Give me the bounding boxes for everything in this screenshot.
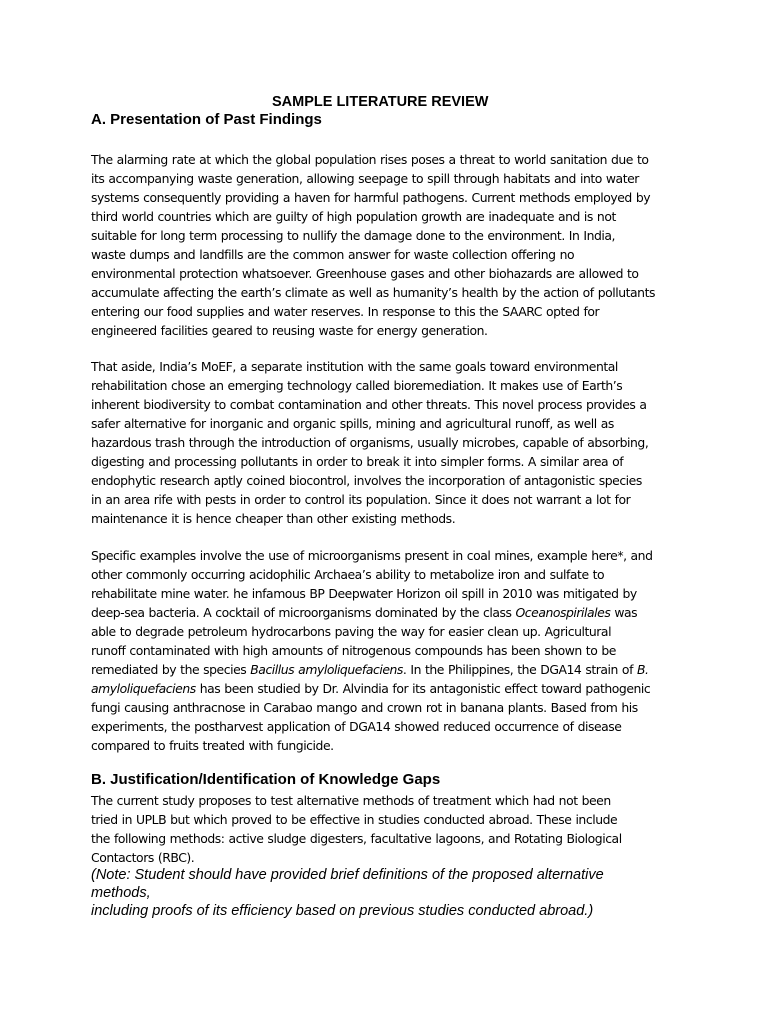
text-line: runoff contaminated with high amounts of nitrogenous compounds has been shown to be xyxy=(91,643,616,658)
text-line: waste dumps and landfills are the common answer for waste collection offering no xyxy=(91,247,575,262)
paragraph-specific-examples xyxy=(91,546,691,755)
text-line: fungi causing anthracnose in Carabao mango and crown rot in banana plants. Based from his xyxy=(91,700,638,715)
text-line: entering our food supplies and water reserves. In response to this the SAARC opted for xyxy=(91,304,600,319)
paragraph-current-study xyxy=(91,791,691,867)
text-line: in an area rife with pests in order to control its population. Since it does not warrant a lot for xyxy=(91,492,631,507)
text-line: the following methods: active sludge digesters, facultative lagoons, and Rotating Biological xyxy=(91,831,622,846)
text-line: accumulate affecting the earth’s climate as well as humanity’s health by the action of pollutants xyxy=(91,285,655,300)
text-line: inherent biodiversity to combat contamination and other threats. This novel process provides a xyxy=(91,397,647,412)
text-line: its accompanying waste generation, allowing seepage to spill through habitats and into water xyxy=(91,171,639,186)
text-line: able to degrade petroleum hydrocarbons paving the way for easier clean up. Agricultural xyxy=(91,624,612,639)
text-segment: has been studied by Dr. Alvindia for its antagonistic effect toward pathogenic xyxy=(195,681,651,696)
text-line: rehabilitation chose an emerging technology called bioremediation. It makes use of Earth’s xyxy=(91,378,623,393)
text-line: compared to fruits treated with fungicide. xyxy=(91,738,334,753)
note-line: (Note: Student should have provided brief definitions of the proposed alternative xyxy=(91,867,604,883)
species-name-italic: amyloliquefaciens xyxy=(91,681,196,696)
species-name-italic: Oceanospirilales xyxy=(515,605,611,620)
text-line: suitable for long term processing to nullify the damage done to the environment. In India, xyxy=(91,228,616,243)
text-line: safer alternative for inorganic and organic spills, mining and agricultural runoff, as well as xyxy=(91,416,614,431)
text-segment: deep-sea bacteria. A cocktail of microorganisms dominated by the class xyxy=(91,605,516,620)
text-line: endophytic research aptly coined biocontrol, involves the incorporation of antagonistic species xyxy=(91,473,642,488)
paragraph-population-sanitation xyxy=(91,150,691,340)
text-line: maintenance it is hence cheaper than other existing methods. xyxy=(91,511,456,526)
document-title: SAMPLE LITERATURE REVIEW xyxy=(272,94,489,110)
text-line xyxy=(91,660,691,679)
text-line xyxy=(91,679,691,698)
text-line: rehabilitate mine water. he infamous BP Deepwater Horizon oil spill in 2010 was mitigated by xyxy=(91,586,637,601)
text-line: hazardous trash through the introduction of organisms, usually microbes, capable of absorbing, xyxy=(91,435,649,450)
text-line: Contactors (RBC). xyxy=(91,850,195,865)
section-a-heading: A. Presentation of Past Findings xyxy=(91,111,322,128)
note-line: methods, xyxy=(91,885,151,901)
text-line xyxy=(91,603,691,622)
text-line: engineered facilities geared to reusing waste for energy generation. xyxy=(91,323,488,338)
text-line: other commonly occurring acidophilic Archaea’s ability to metabolize iron and sulfate to xyxy=(91,567,605,582)
text-line: third world countries which are guilty of high population growth are inadequate and is not xyxy=(91,209,616,224)
text-line: environmental protection whatsoever. Greenhouse gases and other biohazards are allowed to xyxy=(91,266,639,281)
text-line: digesting and processing pollutants in order to break it into simpler forms. A similar area of xyxy=(91,454,624,469)
species-name-italic: B. xyxy=(636,662,649,677)
text-line: The alarming rate at which the global population rises poses a threat to world sanitation due to xyxy=(91,152,649,167)
text-segment: was xyxy=(610,605,638,620)
student-note xyxy=(91,866,691,920)
section-b-heading: B. Justification/Identification of Knowledge Gaps xyxy=(91,771,441,788)
text-segment: remediated by the species xyxy=(91,662,251,677)
paragraph-bioremediation xyxy=(91,357,691,528)
text-line: Specific examples involve the use of microorganisms present in coal mines, example here*, and xyxy=(91,548,653,563)
text-line: That aside, India’s MoEF, a separate institution with the same goals toward environmental xyxy=(91,359,618,374)
text-line: systems consequently providing a haven for harmful pathogens. Current methods employed by xyxy=(91,190,651,205)
note-line: including proofs of its efficiency based on previous studies conducted abroad.) xyxy=(91,903,594,919)
species-name-italic: Bacillus amyloliquefaciens xyxy=(250,662,403,677)
text-line: tried in UPLB but which proved to be effective in studies conducted abroad. These include xyxy=(91,812,618,827)
text-segment: . In the Philippines, the DGA14 strain of xyxy=(402,662,637,677)
text-line: experiments, the postharvest application of DGA14 showed reduced occurrence of disease xyxy=(91,719,622,734)
text-line: The current study proposes to test alternative methods of treatment which had not been xyxy=(91,793,611,808)
